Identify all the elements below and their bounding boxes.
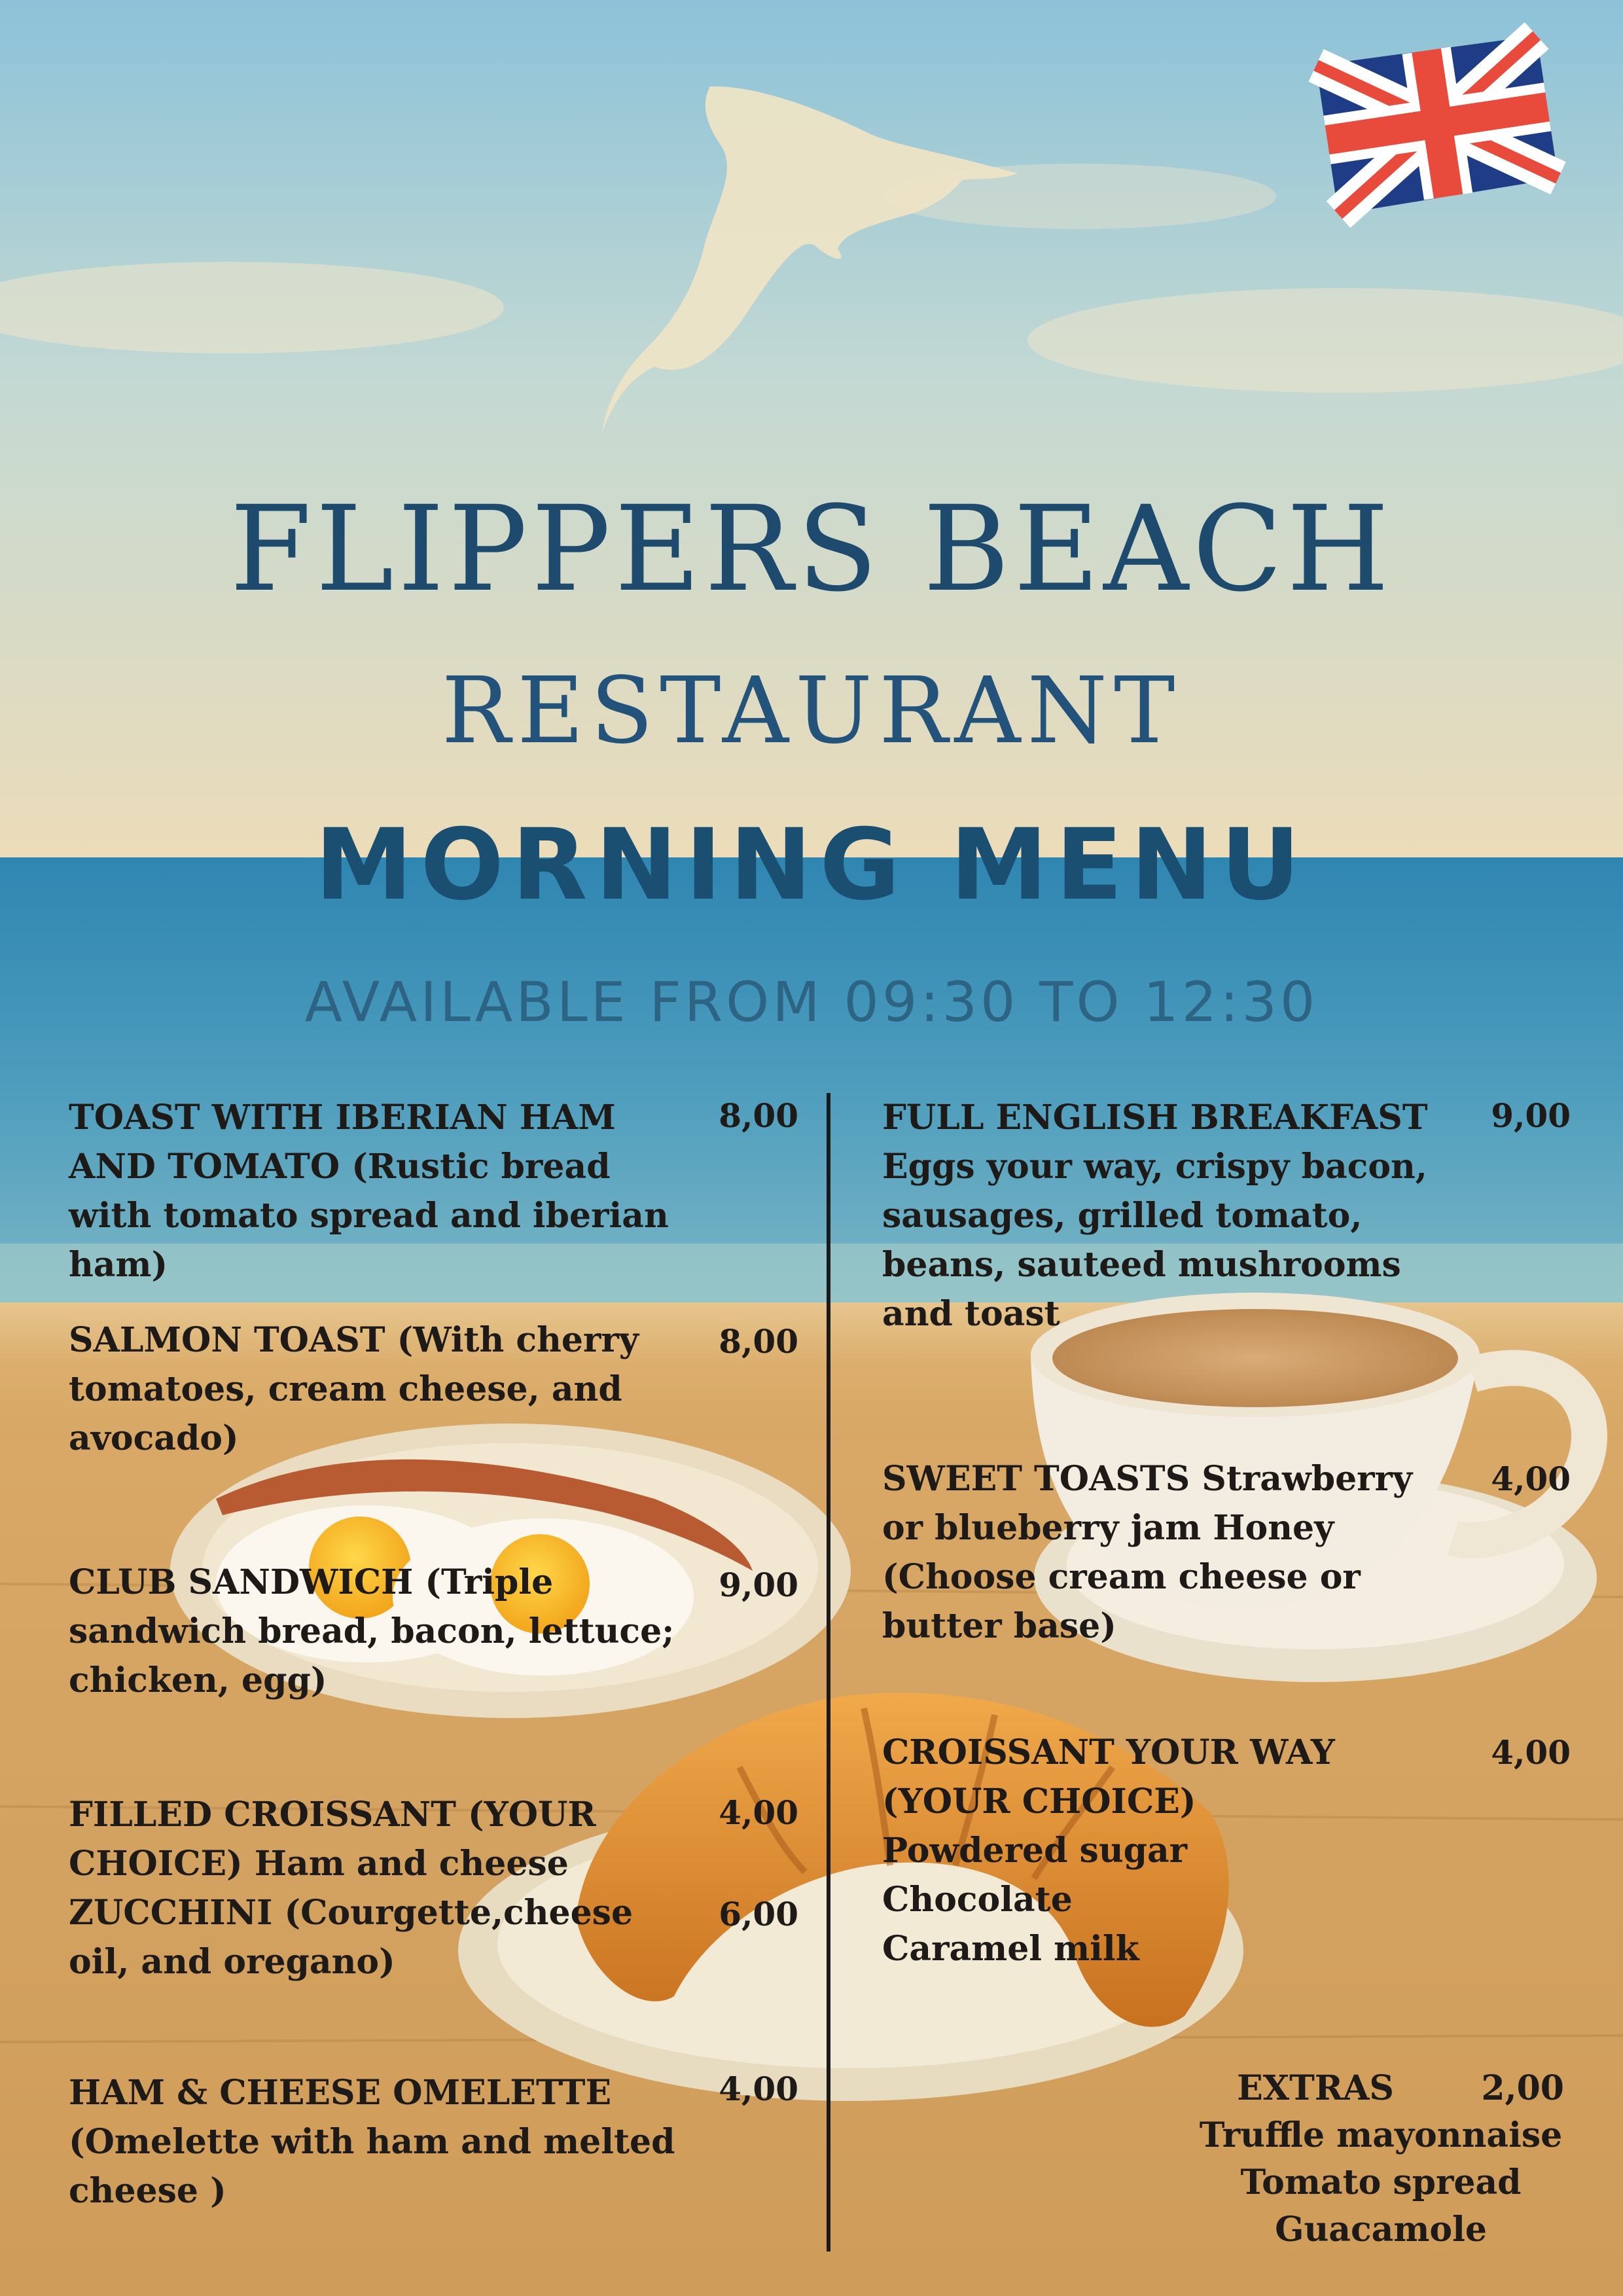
menu-item-zucchini: [69, 1888, 697, 1986]
column-divider: [827, 1093, 830, 2251]
item-name: ZUCCHINI: [69, 1893, 273, 1933]
item-price: 4,00: [719, 2070, 798, 2108]
item-price: 9,00: [719, 1566, 798, 1604]
item-description: Eggs your way, crispy bacon, sausages, grilled tomato, beans, sauteed mushrooms and toast: [882, 1147, 1427, 1334]
item-description: (Rustic bread with tomato spread and iberian ham): [69, 1147, 669, 1285]
menu-item-salmon-toast: [69, 1316, 658, 1463]
menu-item-iberian-toast: [69, 1093, 697, 1289]
item-name: FILLED CROISSANT (YOUR CHOICE): [69, 1795, 596, 1884]
restaurant-name: FLIPPERS BEACH: [230, 481, 1393, 618]
menu-item-omelette: [69, 2068, 697, 2215]
item-name: CLUB SANDWICH: [69, 1562, 414, 1602]
item-description: (Triple sandwich bread, bacon, lettuce; chicken, egg): [69, 1562, 675, 1700]
menu-item-filled-croissant: [69, 1790, 697, 1888]
menu-item-full-english: [882, 1093, 1445, 1338]
availability-hours: AVAILABLE FROM 09:30 TO 12:30: [304, 970, 1319, 1034]
item-price: 4,00: [719, 1793, 798, 1832]
item-price: 8,00: [719, 1096, 798, 1135]
item-name: FULL ENGLISH BREAKFAST: [882, 1098, 1428, 1138]
extras-item: Tomato spread: [1240, 2162, 1522, 2202]
item-price: 4,00: [1491, 1733, 1571, 1772]
item-description: (Courgette,cheese oil, and oregano): [69, 1893, 633, 1982]
item-name: HAM & CHEESE OMELETTE: [69, 2073, 612, 2113]
extras-item: Truffle mayonnaise: [1199, 2115, 1563, 2155]
item-price: 9,00: [1491, 1096, 1571, 1135]
extras-section: [1165, 2065, 1597, 2253]
item-name: SWEET TOASTS: [882, 1459, 1190, 1499]
menu-item-sweet-toasts: [882, 1454, 1445, 1651]
item-name: CROISSANT YOUR WAY (YOUR CHOICE): [882, 1732, 1335, 1821]
item-name: TOAST WITH IBERIAN HAM AND TOMATO: [69, 1098, 616, 1187]
item-description: (With cherry tomatoes, cream cheese, and avocado): [69, 1320, 639, 1458]
extras-item: Guacamole: [1275, 2210, 1487, 2250]
item-description: Strawberry or blueberry jam Honey (Choose cream cheese or butter base): [882, 1459, 1413, 1646]
item-price: 6,00: [719, 1895, 798, 1933]
item-price: 8,00: [719, 1322, 798, 1361]
item-name: SALMON TOAST: [69, 1320, 385, 1360]
item-price: 4,00: [1491, 1460, 1571, 1498]
item-option: Caramel milk: [882, 1929, 1139, 1969]
menu-title: MORNING MENU: [315, 808, 1308, 922]
item-description: Ham and cheese: [254, 1844, 569, 1884]
item-option: Chocolate: [882, 1880, 1073, 1920]
extras-title: EXTRAS: [1237, 2068, 1394, 2108]
extras-price: 2,00: [1481, 2068, 1564, 2108]
menu-item-croissant-your-way: [882, 1728, 1445, 1973]
restaurant-subtitle: RESTAURANT: [441, 658, 1182, 764]
menu-item-club-sandwich: [69, 1558, 697, 1705]
item-description: (Omelette with ham and melted cheese ): [69, 2122, 675, 2211]
item-option: Powdered sugar: [882, 1831, 1188, 1871]
